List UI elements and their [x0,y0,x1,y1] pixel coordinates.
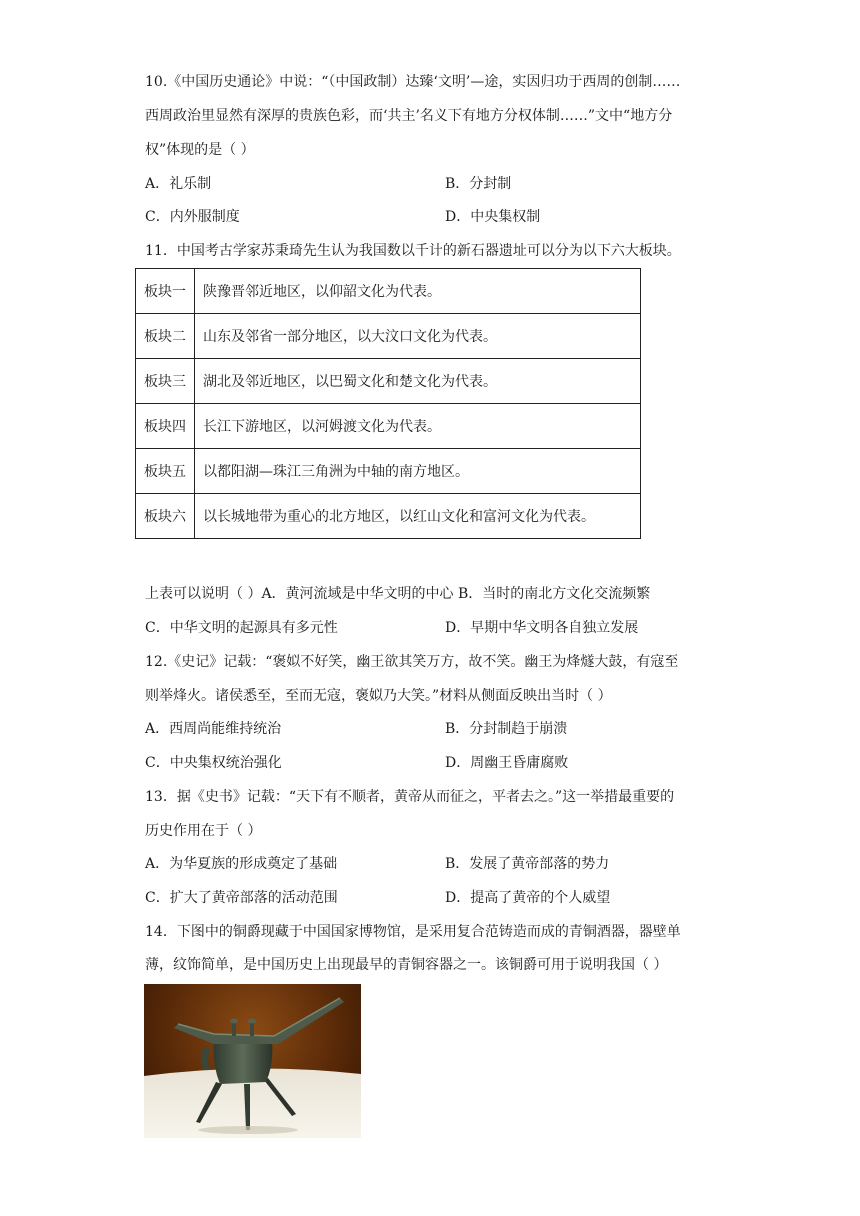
q11-conclusion-line: 上表可以说明（ ）A．黄河流域是中华文明的中心 B．当时的南北方文化交流频繁 [145,586,651,602]
q14-stem-line2: 薄，纹饰简单，是中国历史上出现最早的青铜容器之一。该铜爵可用于说明我国（ ） [145,957,668,973]
q12-option-c: C．中央集权统治强化 [145,755,282,771]
table-row [136,359,641,404]
block-name: 板块二 [136,314,195,359]
q13-option-b: B．发展了黄帝部落的势力 [445,856,610,872]
q10-stem-line1: 10.《中国历史通论》中说：“（中国政制）达臻‘文明’—途，实因归功于西周的创制…… [145,74,681,90]
block-name: 板块四 [136,404,195,449]
block-name: 板块五 [136,449,195,494]
q13-stem-line1: 13．据《史书》记载：“天下有不顺者，黄帝从而征之，平者去之。”这一举措最重要的 [145,789,675,805]
q12-option-a: A．西周尚能维持统治 [145,721,282,737]
q10-stem-line2: 西周政治里显然有深厚的贵族色彩，而‘共主’名义下有地方分权体制……”文中“地方分 [145,108,673,124]
q14-stem-line1: 14．下图中的铜爵现藏于中国国家博物馆，是采用复合范铸造而成的青铜酒器，器壁单 [145,924,681,940]
q11-option-d: D．早期中华文明各自独立发展 [445,620,639,636]
table-row [136,449,641,494]
q10-option-a: A．礼乐制 [145,176,212,192]
q10-option-b: B．分封制 [445,176,512,192]
block-name: 板块一 [136,269,195,314]
q12-option-b: B．分封制趋于崩溃 [445,721,568,737]
q13-option-d: D．提高了黄帝的个人威望 [445,890,611,906]
q12-option-d: D．周幽王昏庸腐败 [445,755,569,771]
block-description: 陕豫晋邻近地区，以仰韶文化为代表。 [195,269,641,314]
table-row [136,314,641,359]
bronze-jue-icon [144,984,361,1138]
q12-stem-line2: 则举烽火。诸侯悉至，至而无寇，褒姒乃大笑。”材料从侧面反映出当时（ ） [145,688,612,704]
neolithic-blocks-table [135,268,641,539]
q10-option-d: D．中央集权制 [445,209,541,225]
block-name: 板块六 [136,494,195,539]
table-row [136,404,641,449]
bronze-jue-photo [144,984,361,1138]
q13-option-a: A．为华夏族的形成奠定了基础 [145,856,338,872]
block-name: 板块三 [136,359,195,404]
block-description: 湖北及邻近地区，以巴蜀文化和楚文化为代表。 [195,359,641,404]
table-row [136,269,641,314]
q10-option-c: C．内外服制度 [145,209,240,225]
block-description: 以都阳湖—珠江三角洲为中轴的南方地区。 [195,449,641,494]
q11-stem: 11．中国考古学家苏秉琦先生认为我国数以千计的新石器遗址可以分为以下六大板块。 [145,243,681,259]
q11-option-c: C．中华文明的起源具有多元性 [145,620,338,636]
table-row [136,494,641,539]
q13-stem-line2: 历史作用在于（ ） [145,823,262,839]
block-description: 以长城地带为重心的北方地区，以红山文化和富河文化为代表。 [195,494,641,539]
block-description: 长江下游地区，以河姆渡文化为代表。 [195,404,641,449]
q13-option-c: C．扩大了黄帝部落的活动范围 [145,890,338,906]
block-description: 山东及邻省一部分地区，以大汶口文化为代表。 [195,314,641,359]
q12-stem-line1: 12.《史记》记载：“褒姒不好笑，幽王欲其笑万方，故不笑。幽王为烽燧大鼓，有寇至 [145,654,679,670]
q10-stem-line3: 权”体现的是（ ） [145,142,255,158]
